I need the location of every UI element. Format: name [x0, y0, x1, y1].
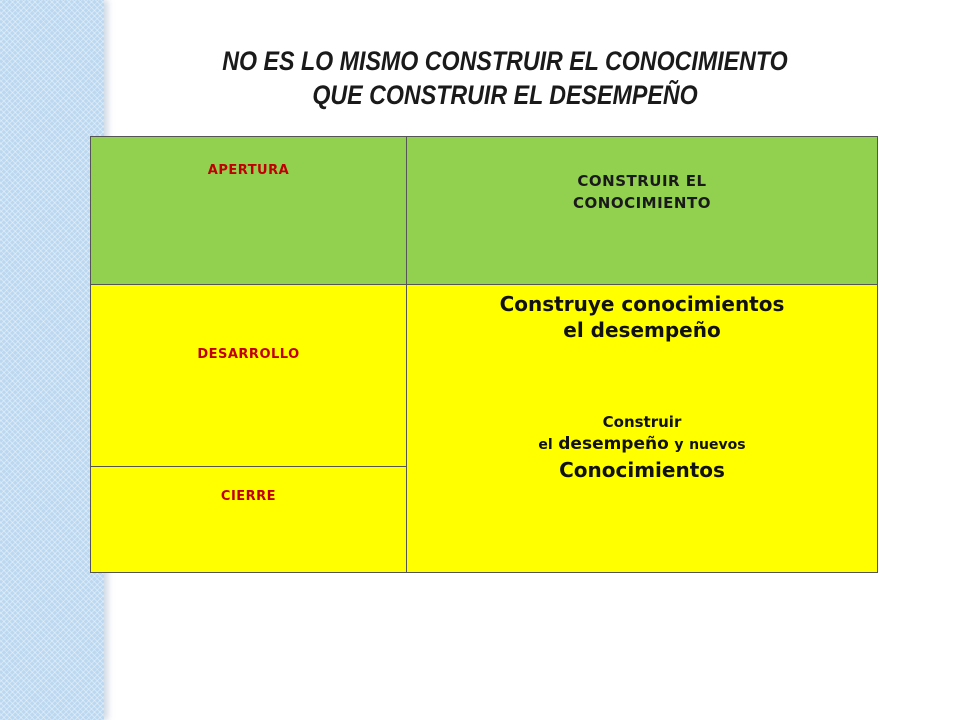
slide-title-line-1: NO ES LO MISMO CONSTRUIR EL CONOCIMIENTO	[222, 46, 788, 76]
header-text	[407, 170, 877, 214]
slide-title-line-2: QUE CONSTRUIR EL DESEMPEÑO	[312, 80, 698, 110]
main-line-1: Construye conocimientos	[499, 292, 785, 316]
main-bottom-text	[407, 411, 877, 484]
main-line-3: Construir	[602, 413, 682, 431]
main-line-5: Conocimientos	[559, 458, 725, 482]
main-line-4-el: el	[538, 437, 553, 453]
decorative-side-bar	[0, 0, 104, 720]
desarrollo-cell	[91, 285, 407, 467]
header-line-1: CONSTRUIR EL	[577, 172, 707, 190]
construir-conocimiento-cell	[407, 137, 877, 285]
main-content-cell	[407, 285, 877, 572]
main-top-text	[407, 291, 877, 343]
apertura-label: APERTURA	[207, 163, 290, 178]
main-line-2: el desempeño	[563, 318, 721, 342]
cierre-label: CIERRE	[220, 489, 277, 504]
main-line-4-y: y	[674, 437, 684, 453]
main-line-4-nuevos: nuevos	[689, 437, 746, 453]
main-line-4-desempeno: desempeño	[558, 434, 669, 454]
main-line-4	[407, 433, 877, 456]
slide-title	[200, 44, 811, 112]
header-line-2: CONOCIMIENTO	[573, 194, 711, 212]
apertura-cell	[91, 137, 407, 285]
cierre-cell	[91, 467, 407, 572]
comparison-table	[90, 136, 878, 573]
desarrollo-label: DESARROLLO	[197, 347, 300, 362]
